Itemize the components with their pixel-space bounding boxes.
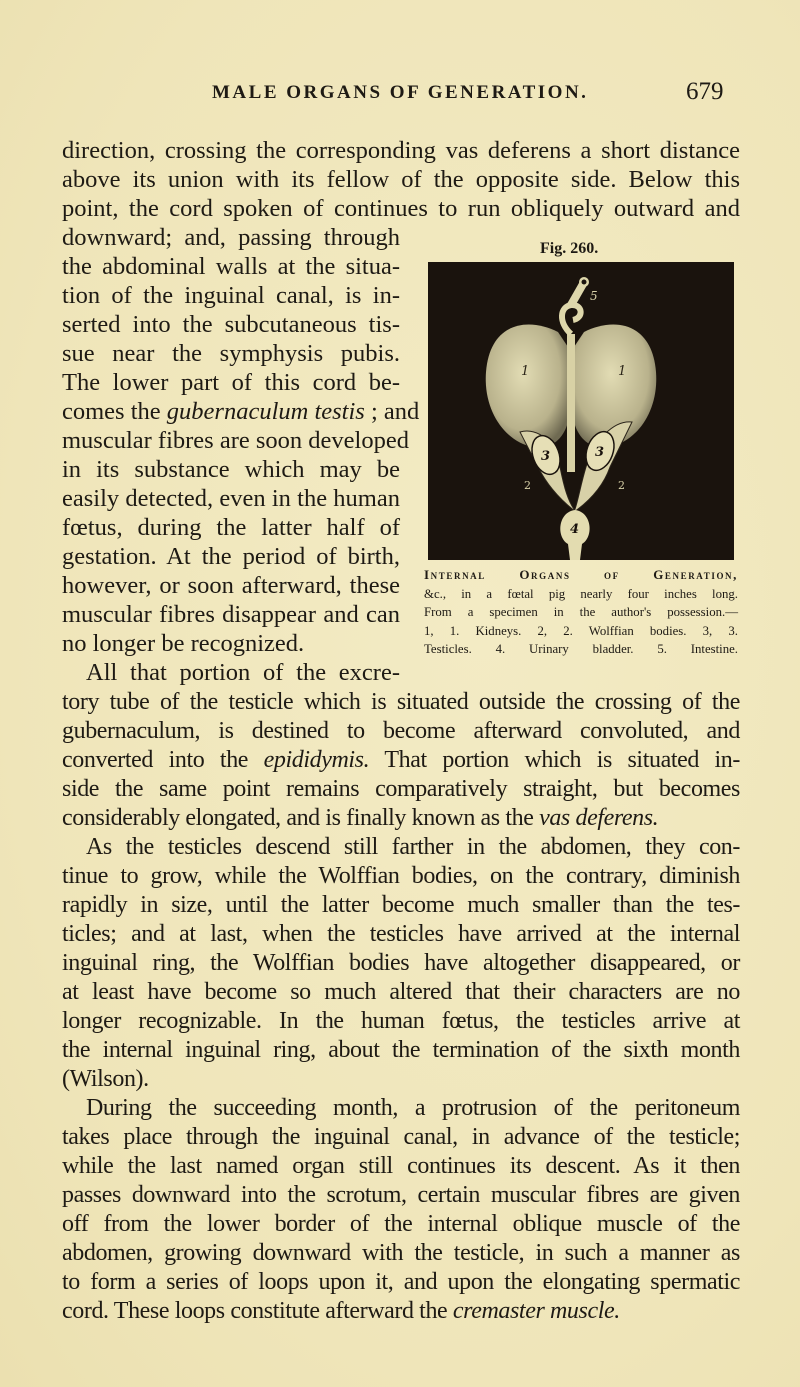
text-line: ticles; and at last, when the testicles have arrived at the internal — [62, 921, 740, 947]
svg-text:3: 3 — [541, 449, 551, 464]
text-line: (Wilson). — [62, 1066, 149, 1092]
text-line: no longer be recognized. — [62, 630, 305, 657]
text-line: however, or soon afterward, these — [62, 572, 400, 599]
text-span: considerably elongated, and is finally known as the — [62, 805, 540, 831]
text-line: gestation. At the period of birth, — [62, 543, 400, 570]
text-line: above its union with its fellow of the opposite side. Below this — [62, 166, 740, 193]
text-line: inguinal ring, the Wolffian bodies have altogether disappeared, or — [62, 950, 740, 976]
epididymis-term: epididymis. — [263, 747, 370, 773]
text-line: longer recognizable. In the human fœtus, the testicles arrive at — [62, 1008, 740, 1034]
caption-line: Testicles. 4. Urinary bladder. 5. Intestine. — [424, 642, 738, 656]
text-line: fœtus, during the latter half of — [62, 514, 400, 541]
running-head — [0, 78, 800, 108]
text-line: abdomen, growing downward with the testicle, in such a manner as — [62, 1240, 740, 1266]
text-line: gubernaculum, is destined to become afterward convoluted, and — [62, 718, 740, 744]
running-head-title: MALE ORGANS OF GENERATION. — [212, 82, 589, 103]
svg-text:2: 2 — [524, 479, 531, 492]
page-number: 679 — [686, 78, 724, 105]
text-line: muscular fibres are soon developed — [62, 427, 409, 454]
text-line: tory tube of the testicle which is situated outside the crossing of the — [62, 689, 740, 715]
cremaster-term: cremaster muscle. — [452, 1298, 620, 1324]
text-span: ; and — [364, 398, 420, 425]
text-line: downward; and, passing through — [62, 224, 400, 251]
text-line-gubernaculum — [62, 397, 420, 427]
text-line: the internal inguinal ring, about the termination of the sixth month — [62, 1037, 740, 1063]
text-line: easily detected, even in the human — [62, 485, 400, 512]
text-line-cremaster — [62, 1296, 740, 1326]
text-line: rapidly in size, until the latter become much smaller than the tes- — [62, 892, 740, 918]
caption-line: From a specimen in the author's possession.— — [424, 605, 738, 619]
text-span: converted into the — [62, 747, 264, 773]
text-span: comes the — [62, 398, 167, 425]
text-line: side the same point remains comparatively straight, but becomes — [62, 776, 740, 802]
text-line: point, the cord spoken of continues to run obliquely outward and — [62, 195, 740, 222]
svg-text:5: 5 — [590, 289, 598, 303]
text-line-paragraph-start: All that portion of the excre- — [86, 659, 400, 686]
svg-text:1: 1 — [618, 364, 627, 379]
text-line: off from the lower border of the internal oblique muscle of the — [62, 1211, 740, 1237]
text-span: cord. These loops constitute afterward the — [62, 1298, 453, 1324]
text-line: the abdominal walls at the situa- — [62, 253, 400, 280]
figure-label: Fig. 260. — [540, 240, 599, 257]
vas-deferens-term: vas deferens. — [539, 805, 659, 831]
text-line-vas-deferens — [62, 803, 740, 833]
caption-line: &c., in a fœtal pig nearly four inches long. — [424, 586, 738, 601]
text-line-epididymis — [62, 745, 740, 775]
text-line: muscular fibres disappear and can — [62, 601, 400, 628]
text-line-paragraph-start: During the succeeding month, a protrusion of the peritoneum — [86, 1095, 740, 1121]
text-line: to form a series of loops upon it, and upon the elongating spermatic — [62, 1269, 740, 1295]
text-line: in its substance which may be — [62, 456, 400, 483]
text-line: tinue to grow, while the Wolffian bodies, on the contrary, diminish — [62, 863, 740, 889]
text-line: passes downward into the scrotum, certain muscular fibres are given — [62, 1182, 740, 1208]
caption-line: 1, 1. Kidneys. 2, 2. Wolffian bodies. 3, 3. — [424, 623, 738, 638]
svg-text:3: 3 — [595, 445, 605, 460]
text-line: serted into the subcutaneous tis- — [62, 311, 400, 338]
svg-text:1: 1 — [521, 364, 530, 379]
text-line: while the last named organ still continues its descent. As it then — [62, 1153, 740, 1179]
text-line: The lower part of this cord be- — [62, 369, 400, 396]
text-span: That portion which is situated in- — [369, 747, 740, 773]
figure-caption — [424, 566, 738, 659]
text-line-paragraph-start: As the testicles descend still farther in the abdomen, they con- — [86, 834, 740, 860]
svg-text:4: 4 — [570, 522, 580, 537]
anatomy-engraving-icon — [428, 262, 734, 560]
text-line: at least have become so much altered that their characters are no — [62, 979, 740, 1005]
text-line: direction, crossing the corresponding vas deferens a short distance — [62, 137, 740, 164]
svg-text:2: 2 — [618, 479, 625, 492]
text-line: tion of the inguinal canal, is in- — [62, 282, 400, 309]
text-line: sue near the symphysis pubis. — [62, 340, 400, 367]
text-line: takes place through the inguinal canal, in advance of the testicle; — [62, 1124, 740, 1150]
figure-illustration — [428, 262, 734, 560]
gubernaculum-term: gubernaculum testis — [166, 398, 365, 425]
caption-heading: Internal Organs of Generation, — [424, 567, 738, 582]
